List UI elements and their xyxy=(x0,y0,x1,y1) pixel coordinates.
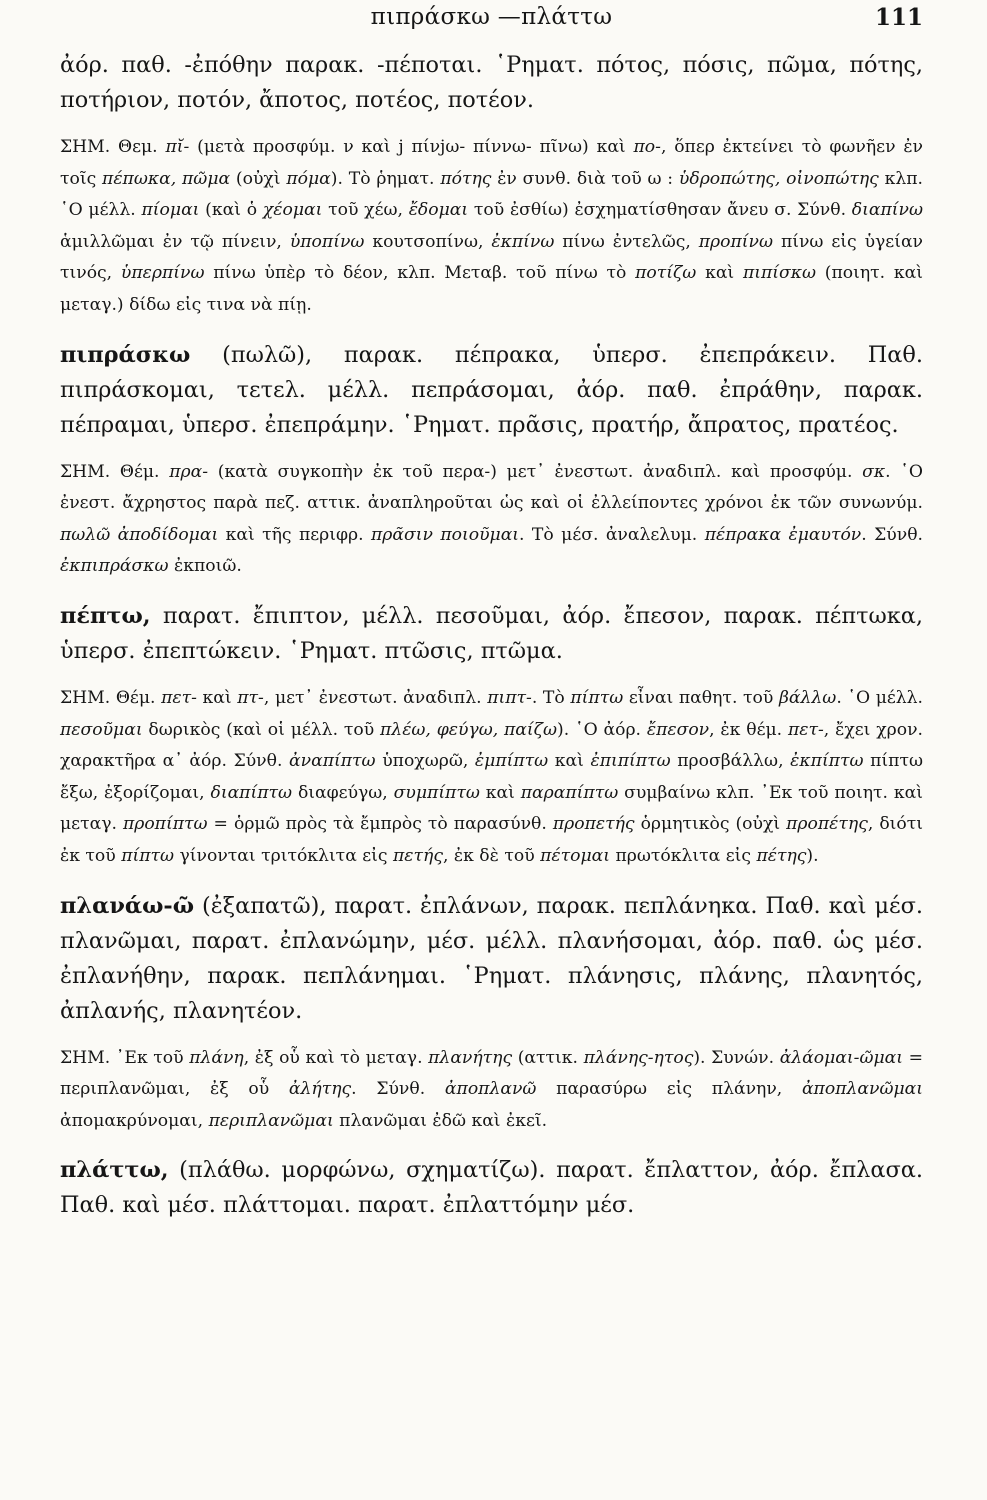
italic-term: πίπτω xyxy=(570,687,624,708)
italic-term: πίπτω xyxy=(121,845,175,866)
text-run: ἁμιλλῶμαι ἐν τῷ πίνειν, xyxy=(60,231,290,252)
italic-term: ἐμπίπτω xyxy=(474,751,549,772)
italic-term: προπετής xyxy=(552,814,635,835)
italic-term: παραπίπτω xyxy=(520,782,619,803)
italic-term: πετ- xyxy=(161,687,197,708)
text-run: ἐν συνθ. διὰ τοῦ ω : xyxy=(491,168,679,189)
italic-term: πίομαι xyxy=(141,200,200,221)
text-run: (αττικ. xyxy=(512,1047,584,1068)
italic-term: ἔπεσον xyxy=(646,719,710,740)
italic-term: πιπτ- xyxy=(487,687,532,708)
text-run: (μετὰ προσφύμ. ν καὶ j πίνjω- πίννω- πῖνω) καὶ xyxy=(189,137,634,157)
text-run: . Τὸ xyxy=(531,687,571,708)
text-run: πίνω εἰς ὑγείαν τινός, xyxy=(60,231,924,284)
text-run: καὶ xyxy=(196,687,238,708)
italic-term: πλέω, φεύγω, παίζω xyxy=(380,719,557,740)
text-run: καὶ xyxy=(479,782,521,803)
italic-term: πόμα xyxy=(286,168,331,189)
text-run: διαφεύγω, xyxy=(292,782,394,803)
text-run: ἐκποιῶ. xyxy=(168,556,242,577)
text-run: ἀπομακρύνομαι, xyxy=(60,1110,209,1131)
dictionary-entry xyxy=(60,48,923,322)
entries-body xyxy=(60,48,923,1237)
italic-term: πέπρακα ἐμαυτόν xyxy=(704,524,862,545)
text-run: παρασύρω εἰς πλάνην, xyxy=(536,1079,802,1100)
text-run: = ὁρμῶ πρὸς τὰ ἔμπρὸς τὸ παρασύνθ. xyxy=(207,814,553,835)
entry-main-text xyxy=(60,338,923,443)
italic-term: διαπίπτω xyxy=(210,782,293,803)
text-run: πρωτόκλιτα εἰς xyxy=(610,845,757,866)
text-run: (κατὰ συγκοπὴν ἐκ τοῦ περα-) μετ᾽ ἐνεστωτ. ἀναδιπλ. καὶ προσφύμ. xyxy=(208,461,863,482)
entry-note xyxy=(60,132,923,322)
text-run: . Σύνθ. xyxy=(351,1079,445,1100)
italic-term: ἀλήτης xyxy=(288,1079,352,1100)
text-run: , μετ᾽ ἐνεστωτ. ἀναδιπλ. xyxy=(263,687,488,708)
text-run: παρατ. ἔπιπτον, μέλλ. πεσοῦμαι, ἀόρ. ἔπεσον, παρακ. πέπτωκα, ὑπερσ. ἐπεπτώκειν. ῾Ρηματ. πτῶσις, πτῶμα. xyxy=(60,602,923,664)
text-run: καὶ τῆς περιφρ. xyxy=(218,524,371,545)
italic-term: ἀναπίπτω xyxy=(289,751,376,772)
text-run: , ὅπερ ἐκτείνει τὸ φωνῆεν ἐν τοῖς xyxy=(60,137,923,189)
text-run: πίπτω ἔξω, ἐξορίζομαι, xyxy=(60,751,923,803)
text-run: πίνω ὑπὲρ τὸ δέον, κλπ. Μεταβ. τοῦ πίνω τὸ xyxy=(204,263,636,284)
text-run: ΣΗΜ. Θέμ. xyxy=(60,461,170,482)
italic-term: πῐ- xyxy=(165,137,190,157)
dictionary-entry xyxy=(60,1153,923,1223)
headword: πλανάω-ῶ xyxy=(60,892,195,919)
italic-term: χέομαι xyxy=(262,200,323,221)
text-run: ). Τὸ ῥηματ. xyxy=(330,168,441,189)
running-header xyxy=(60,4,923,38)
headword: πιπράσκω xyxy=(60,341,191,368)
italic-term: ἀποπλανῶμαι xyxy=(801,1079,923,1100)
text-run: ). Συνών. xyxy=(693,1047,780,1068)
italic-term: ὑπερπίνω xyxy=(120,263,205,284)
italic-term: ἐκπιπράσκω xyxy=(60,556,169,577)
italic-term: πλάνη xyxy=(189,1047,244,1068)
italic-term: ὑδροπώτης, οἰνοπώτης xyxy=(678,168,879,189)
italic-term: προπέτης xyxy=(786,814,868,835)
text-run: ΣΗΜ. ᾽Εκ τοῦ xyxy=(60,1047,190,1068)
italic-term: ἐκπίπτω xyxy=(790,751,864,772)
italic-term: διαπίνω xyxy=(851,200,923,221)
entry-main-text xyxy=(60,48,923,118)
italic-term: συμπίπτω xyxy=(393,782,480,803)
italic-term: προπίνω xyxy=(698,231,774,252)
text-run: , ἐκ θέμ. xyxy=(709,719,788,740)
text-run: προσβάλλω, xyxy=(670,751,791,772)
text-run: εἶναι παθητ. τοῦ xyxy=(623,687,779,708)
dictionary-entry xyxy=(60,889,923,1138)
text-run: (ποιητ. καὶ μεταγ.) δίδω εἰς τινα νὰ πίῃ. xyxy=(60,263,923,315)
italic-term: ἐπιπίπτω xyxy=(590,751,671,772)
text-run: ὁρμητικὸς (οὐχὶ xyxy=(634,814,787,835)
text-run: (ἐξαπατῶ), παρατ. ἐπλάνων, παρακ. πεπλάνηκα. Παθ. καὶ μέσ. πλανῶμαι, παρατ. ἐπλανώμην, μέσ. μέλλ. πλανήσομαι, ἀόρ. παθ. ὡς μέσ. ἐπλανήθην, παρακ. πεπλάνημαι. ῾Ρηματ. πλάνησις, πλάνης, πλανητός, ἀπλανής, πλανητέον. xyxy=(60,892,923,1024)
text-run: , ἔχει χρον. χαρακτῆρα α᾽ ἀόρ. Σύνθ. xyxy=(60,719,923,772)
italic-term: πεσοῦμαι xyxy=(60,719,143,740)
italic-term: πετ- xyxy=(787,719,824,740)
text-run: γίνονται τριτόκλιτα εἰς xyxy=(174,845,393,866)
italic-term: ποτίζω xyxy=(635,263,697,284)
text-run: , ἐκ δὲ τοῦ xyxy=(442,845,541,866)
italic-term: ἐκπίνω xyxy=(491,231,555,252)
running-head-title: πιπράσκω —πλάττω xyxy=(370,4,613,30)
italic-term: πετής xyxy=(393,845,443,866)
text-run: ἀόρ. παθ. -ἐπόθην παρακ. -πέποται. ῾Ρηματ. πότος, πόσις, πῶμα, πότης, ποτήριον, ποτόν, ἄποτος, ποτέος, ποτέον. xyxy=(60,52,923,113)
text-run: , ἐξ οὗ καὶ τὸ μεταγ. xyxy=(243,1047,429,1068)
text-run: κουτσοπίνω, xyxy=(364,231,492,252)
text-run: , διότι ἐκ τοῦ xyxy=(60,814,924,866)
italic-term: περιπλανῶμαι xyxy=(208,1110,334,1131)
italic-term: πρᾶσιν ποιοῦμαι xyxy=(371,524,520,545)
entry-main-text xyxy=(60,599,923,669)
text-run: (καὶ ὁ xyxy=(199,200,263,221)
text-run: (πωλῶ), παρακ. πέπρακα, ὑπερσ. ἐπεπράκειν. Παθ. πιπράσκομαι, τετελ. μέλλ. πεπράσομαι, ἀόρ. παθ. ἐπράθην, παρακ. πέπραμαι, ὑπερσ. ἐπεπράμην. ῾Ρηματ. πρᾶσις, πρατήρ, ἄπρατος, πρατέος. xyxy=(60,341,923,438)
entry-note xyxy=(60,683,923,873)
page-number: 111 xyxy=(874,4,923,31)
italic-term: ἀποπλανῶ xyxy=(444,1079,537,1100)
text-run: τοῦ χέω, xyxy=(322,200,409,221)
text-run: ὑποχωρῶ, xyxy=(375,751,475,772)
dictionary-entry xyxy=(60,338,923,583)
italic-term: πέτομαι xyxy=(540,845,611,866)
entry-main-text xyxy=(60,889,923,1029)
text-run: ). xyxy=(806,845,819,866)
italic-term: ἔδομαι xyxy=(408,200,469,221)
text-run: πίνω ἐντελῶς, xyxy=(554,231,699,252)
italic-term: προπίπτω xyxy=(122,814,208,835)
text-run: (πλάθω. μορφώνω, σχηματίζω). παρατ. ἔπλαττον, ἀόρ. ἔπλασα. Παθ. καὶ μέσ. πλάττομαι. παρατ. ἐπλαττόμην μέσ. xyxy=(60,1157,923,1219)
text-run: . Σύνθ. xyxy=(861,524,924,545)
entry-note xyxy=(60,457,923,583)
text-run: = περιπλανῶμαι, ἐξ οὗ xyxy=(60,1047,923,1100)
italic-term: πτ- xyxy=(237,687,264,708)
italic-term: βάλλω xyxy=(778,687,837,708)
italic-term: πλάνης-ητος xyxy=(583,1047,694,1068)
italic-term: ὑποπίνω xyxy=(289,231,365,252)
text-run: δωρικὸς (καὶ οἱ μέλλ. τοῦ xyxy=(142,719,380,740)
text-run: κλπ. ῾Ο μέλλ. xyxy=(60,168,923,221)
text-run: ΣΗΜ. Θεμ. xyxy=(60,137,166,157)
italic-term: πλανήτης xyxy=(428,1047,513,1068)
text-run: καὶ xyxy=(548,751,591,772)
italic-term: πο- xyxy=(633,137,661,157)
text-run: καὶ xyxy=(696,263,743,284)
text-run: πλανῶμαι ἐδῶ καὶ ἐκεῖ. xyxy=(333,1110,548,1131)
italic-term: πέπωκα, πῶμα xyxy=(102,168,231,189)
text-run: (οὐχὶ xyxy=(230,168,287,189)
italic-term: πωλῶ ἀποδίδομαι xyxy=(60,524,219,545)
text-run: συμβαίνω κλπ. ᾽Εκ τοῦ ποιητ. καὶ μεταγ. xyxy=(60,782,924,835)
italic-term: ἀλάομαι-ῶμαι xyxy=(779,1047,903,1068)
text-run: . Τὸ μέσ. ἀναλελυμ. xyxy=(519,524,705,545)
text-run: ΣΗΜ. Θέμ. xyxy=(60,687,162,708)
italic-term: πρα- xyxy=(169,461,209,482)
text-run: ). ῾Ο ἀόρ. xyxy=(556,719,647,740)
text-run: . ῾Ο ἐνεστ. ἄχρηστος παρὰ πεζ. αττικ. ἀναπληροῦται ὡς καὶ οἱ ἐλλείποντες χρόνοι ἐκ τῶν συνωνύμ. xyxy=(60,461,923,514)
headword: πλάττω, xyxy=(60,1157,169,1184)
text-run: . ῾Ο μέλλ. xyxy=(836,687,924,708)
italic-term: πέτης xyxy=(756,845,807,866)
dictionary-entry xyxy=(60,599,923,873)
headword: πέπτω, xyxy=(60,602,151,629)
entry-main-text xyxy=(60,1153,923,1223)
entry-note xyxy=(60,1043,923,1138)
italic-term: πότης xyxy=(440,168,492,189)
italic-term: πιπίσκω xyxy=(742,263,817,284)
text-run: τοῦ ἐσθίω) ἐσχηματίσθησαν ἄνευ σ. Σύνθ. xyxy=(468,200,852,221)
italic-term: σκ xyxy=(862,461,886,482)
